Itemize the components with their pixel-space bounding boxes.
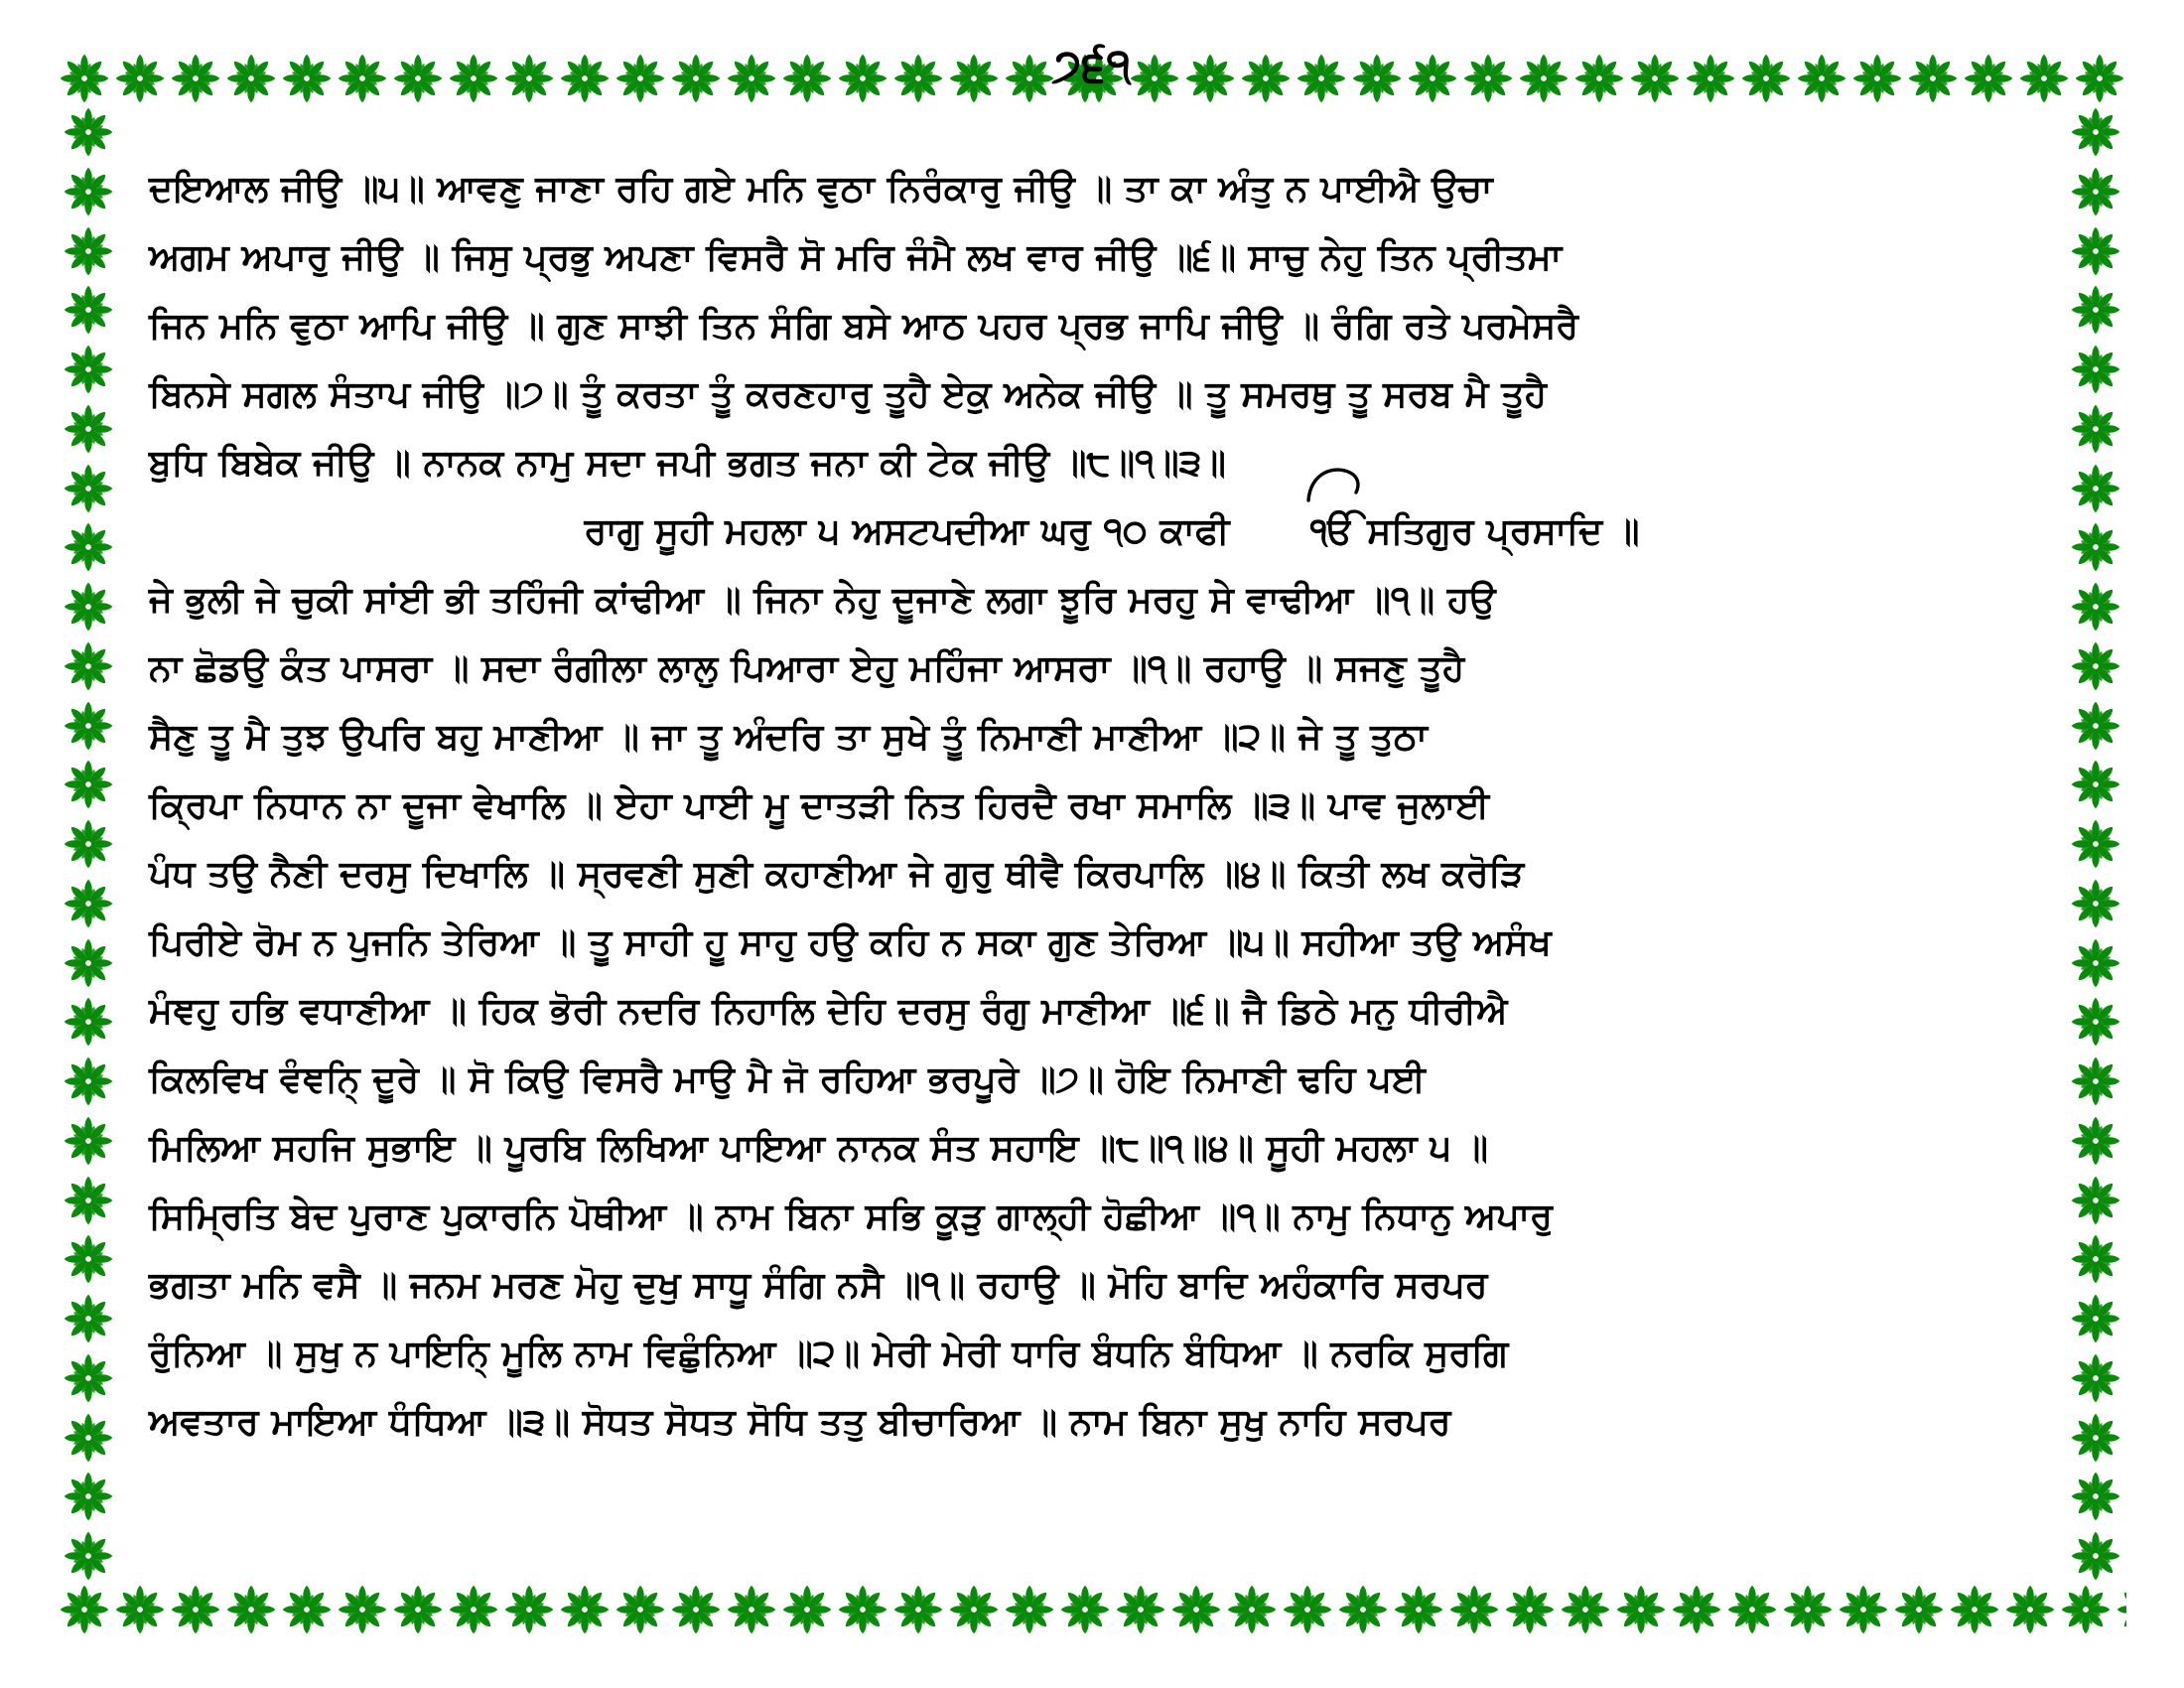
floral-motif-icon [336,1583,389,1636]
floral-motif-icon [2069,1292,2122,1345]
floral-motif-icon [62,1351,115,1405]
text-line [149,359,2035,428]
floral-motif-icon [2069,580,2122,633]
floral-motif-icon [836,1583,889,1636]
text-line-content: ਕਿਲਵਿਖ ਵੰਞਨਿ੍ ਦੂਰੇ ॥ ਸੋ ਕਿਉ ਵਿਸਰੈ ਮਾਉ ਮੈ ਜੋ ਰਹਿਆ ਭਰਪੂਰੇ ॥੭॥ ਹੋਇ ਨਿਮਾਣੀ ਢਹਿ ਪਈ [149,1057,1426,1100]
floral-motif-icon [62,580,115,633]
text-line [149,1250,2035,1319]
floral-motif-icon [58,1583,111,1636]
floral-motif-icon [62,283,115,337]
floral-motif-icon [2115,1583,2126,1636]
floral-motif-icon [1559,1583,1612,1636]
floral-motif-icon [780,1583,834,1636]
floral-motif-icon [2069,224,2122,278]
text-line [149,1387,2035,1456]
floral-motif-icon [62,995,115,1049]
text-line [149,976,2035,1045]
floral-motif-icon [2059,1583,2113,1636]
page-number: ੭੬੧ [1051,38,1133,91]
ek-onkar-mool-mantar [1310,496,1639,565]
text-line-content: ਨਾ ਛੋਡਉ ਕੰਤ ਪਾਸਰਾ ॥ ਸਦਾ ਰੰਗੀਲਾ ਲਾਲੁ ਪਿਆਰਾ ਏਹੁ ਮਹਿੰਜਾ ਆਸਰਾ ॥੧॥ ਰਹਾਉ ॥ ਸਜਣੁ ਤੂਹੈ [149,646,1465,689]
floral-motif-icon [1503,1583,1557,1636]
floral-motif-icon [1114,1583,1167,1636]
text-line-content: ਬਿਨਸੇ ਸਗਲ ਸੰਤਾਪ ਜੀਉ ॥੭॥ ਤੂੰ ਕਰਤਾ ਤੂੰ ਕਰਣਹਾਰੁ ਤੂਹੈ ਏਕੁ ਅਨੇਕ ਜੀਉ ॥ ਤੂ ਸਮਰਥੁ ਤੂ ਸਰਬ ਮੈ ਤੂਹੈ [149,372,1548,415]
floral-motif-icon [62,1114,115,1168]
floral-motif-icon [614,1583,667,1636]
border-col-left [58,105,119,1583]
floral-motif-icon [2069,1174,2122,1227]
floral-motif-icon [447,1583,500,1636]
floral-motif-icon [1837,1583,1890,1636]
text-line [149,908,2035,976]
floral-motif-icon [1892,1583,1946,1636]
text-line [149,1045,2035,1113]
text-line-content: ਭਗਤਾ ਮਨਿ ਵਸੈ ॥ ਜਨਮ ਮਰਣ ਮੋਹੁ ਦੁਖੁ ਸਾਧੂ ਸੰਗਿ ਨਸੈ ॥੧॥ ਰਹਾਉ ॥ ਮੋਹਿ ਬਾਦਿ ਅਹੰਕਾਰਿ ਸਰਪਰ [149,1263,1488,1306]
text-line [149,1113,2035,1182]
floral-motif-icon [113,1583,167,1636]
floral-motif-icon [947,1583,1001,1636]
floral-motif-icon [2069,817,2122,871]
text-line [149,1319,2035,1387]
text-line [149,222,2035,291]
floral-motif-icon [62,520,115,574]
floral-motif-icon [62,343,115,396]
text-line [149,771,2035,839]
floral-motif-icon [1447,1583,1501,1636]
floral-motif-icon [1225,1583,1279,1636]
text-line [149,839,2035,908]
floral-motif-icon [2069,283,2122,337]
floral-motif-icon [62,105,115,159]
floral-motif-icon [2069,343,2122,396]
text-line-content: ਰੁੰਨਿਆ ॥ ਸੁਖੁ ਨ ਪਾਇਨਿ੍ ਮੂਲਿ ਨਾਮ ਵਿਛੁੰਨਿਆ ॥੨॥ ਮੇਰੀ ਮੇਰੀ ਧਾਰਿ ਬੰਧਨਿ ਬੰਧਿਆ ॥ ਨਰਕਿ ਸੁਰਗਿ [149,1332,1509,1374]
text-line-content: ਅਵਤਾਰ ਮਾਇਆ ਧੰਧਿਆ ॥੩॥ ਸੋਧਤ ਸੋਧਤ ਸੋਧਿ ਤਤੁ ਬੀਚਾਰਿਆ ॥ ਨਾਮ ਬਿਨਾ ਸੁਖੁ ਨਾਹਿ ਸਰਪਰ [149,1400,1451,1443]
text-line-content: ਕ੍ਰਿਪਾ ਨਿਧਾਨ ਨਾ ਦੂਜਾ ਵੇਖਾਲਿ ॥ ਏਹਾ ਪਾਈ ਮੂ ਦਾਤੜੀ ਨਿਤ ਹਿਰਦੈ ਰਖਾ ਸਮਾਲਿ ॥੩॥ ਪਾਵ ਜੁਲਾਈ [149,783,1490,826]
floral-motif-icon [62,877,115,930]
floral-motif-icon [2069,1529,2122,1583]
floral-motif-icon [2069,520,2122,574]
floral-motif-icon [502,1583,556,1636]
floral-motif-icon [2003,1583,2057,1636]
floral-motif-icon [62,165,115,218]
floral-motif-icon [2069,1055,2122,1108]
floral-motif-icon [2069,402,2122,456]
text-line-content: ਸਿਮ੍ਰਿਤਿ ਬੇਦ ਪੁਰਾਣ ਪੁਕਾਰਨਿ ਪੋਥੀਆ ॥ ਨਾਮ ਬਿਨਾ ਸਭਿ ਕੂੜੁ ਗਾਲ੍ਹੀ ਹੋਛੀਆ ॥੧॥ ਨਾਮੁ ਨਿਧਾਨੁ ਅਪਾਰੁ [149,1195,1553,1237]
floral-motif-icon [1781,1583,1835,1636]
floral-motif-icon [891,1583,945,1636]
floral-motif-icon [558,1583,612,1636]
text-line-content: ਮਿਲਿਆ ਸਹਜਿ ਸੁਭਾਇ ॥ ਪੂਰਬਿ ਲਿਖਿਆ ਪਾਇਆ ਨਾਨਕ ਸੰਤ ਸਹਾਇ ॥੮॥੧॥੪॥ ਸੂਹੀ ਮਹਲਾ ੫ ॥ [149,1126,1488,1169]
floral-motif-icon [2069,1351,2122,1405]
text-line-content: ਜੇ ਭੁਲੀ ਜੇ ਚੁਕੀ ਸਾਂਈ ਭੀ ਤਹਿੰਜੀ ਕਾਂਢੀਆ ॥ ਜਿਨਾ ਨੇਹੁ ਦੂਜਾਣੇ ਲਗਾ ਝੂਰਿ ਮਰਹੁ ਸੇ ਵਾਢੀਆ ॥੧॥ ਹਉ [149,578,1496,621]
floral-motif-icon [2069,699,2122,753]
floral-motif-icon [62,1174,115,1227]
floral-motif-icon [669,1583,723,1636]
floral-motif-icon [1392,1583,1445,1636]
floral-motif-icon [224,1583,278,1636]
floral-motif-icon [1003,1583,1056,1636]
floral-motif-icon [2069,462,2122,515]
floral-motif-icon [62,224,115,278]
floral-motif-icon [1336,1583,1390,1636]
floral-motif-icon [1281,1583,1334,1636]
floral-motif-icon [62,1470,115,1523]
floral-motif-icon [1948,1583,2001,1636]
floral-motif-icon [2069,105,2122,159]
text-line [149,633,2035,702]
raag-heading-line [149,496,2035,565]
raag-heading-text: ਰਾਗੁ ਸੂਹੀ ਮਹਲਾ ੫ ਅਸਟਪਦੀਆ ਘਰੁ ੧੦ ਕਾਫੀ [584,509,1230,552]
floral-motif-icon [62,699,115,753]
text-line-content: ਦਇਆਲ ਜੀਉ ॥੫॥ ਆਵਣੁ ਜਾਣਾ ਰਹਿ ਗਏ ਮਨਿ ਵੁਠਾ ਨਿਰੰਕਾਰੁ ਜੀਉ ॥ ਤਾ ਕਾ ਅੰਤੁ ਨ ਪਾਈਐ ਉਚਾ [149,167,1493,210]
text-line-content: ਅਗਮ ਅਪਾਰੁ ਜੀਉ ॥ ਜਿਸੁ ਪ੍ਰਭੁ ਅਪਣਾ ਵਿਸਰੈ ਸੋ ਮਰਿ ਜੰਮੈ ਲਖ ਵਾਰ ਜੀਉ ॥੬॥ ਸਾਚੁ ਨੇਹੁ ਤਿਨ ਪ੍ਰੀਤਮਾ [149,235,1563,278]
floral-motif-icon [62,1292,115,1345]
floral-motif-icon [725,1583,778,1636]
floral-motif-icon [1614,1583,1668,1636]
floral-motif-icon [1169,1583,1223,1636]
floral-motif-icon [1058,1583,1112,1636]
floral-motif-icon [62,817,115,871]
floral-motif-icon [62,639,115,693]
floral-motif-icon [2069,1232,2122,1286]
floral-motif-icon [62,1411,115,1465]
floral-motif-icon [1725,1583,1779,1636]
floral-motif-icon [2069,1114,2122,1168]
floral-motif-icon [2069,165,2122,218]
text-line: ਬੁਧਿ ਬਿਬੇਕ ਜੀਉ ॥ ਨਾਨਕ ਨਾਮੁ ਸਦਾ ਜਪੀ ਭਗਤ ਜਨਾ ਕੀ ਟੇਕ ਜੀਉ ॥੮॥੧॥੩॥ [149,441,1226,484]
text-line [149,291,2035,359]
text-line [149,702,2035,771]
floral-motif-icon [169,1583,222,1636]
border-col-right [2065,105,2126,1583]
floral-motif-icon [2069,758,2122,811]
text-line-content: ਮੰਞਹੁ ਹਭਿ ਵਧਾਣੀਆ ॥ ਹਿਕ ਭੋਰੀ ਨਦਰਿ ਨਿਹਾਲਿ ਦੇਹਿ ਦਰਸੁ ਰੰਗੁ ਮਾਣੀਆ ॥੬॥ ਜੈ ਡਿਠੇ ਮਨੁ ਧੀਰੀਐ [149,989,1508,1032]
gurmukhi-text-body [149,154,2035,1529]
floral-motif-icon [1670,1583,1723,1636]
floral-motif-icon [2069,936,2122,990]
ek-onkar-text: ੴ ਸਤਿਗੁਰ ਪ੍ਰਸਾਦਿ ॥ [1309,509,1640,552]
floral-motif-icon [62,936,115,990]
text-line-content: ਪਿਰੀਏ ਰੋਮ ਨ ਪੁਜਨਿ ਤੇਰਿਆ ॥ ਤੂ ਸਾਹੀ ਹੂ ਸਾਹੁ ਹਉ ਕਹਿ ਨ ਸਕਾ ਗੁਣ ਤੇਰਿਆ ॥੫॥ ਸਹੀਆ ਤਉ ਅਸੰਖ [149,920,1552,963]
text-line-content: ਸੈਣੁ ਤੂ ਮੈ ਤੁਝ ਉਪਰਿ ਬਹੁ ਮਾਣੀਆ ॥ ਜਾ ਤੂ ਅੰਦਰਿ ਤਾ ਸੁਖੇ ਤੂੰ ਨਿਮਾਣੀ ਮਾਣੀਆ ॥੨॥ ਜੇ ਤੂ ਤੁਠਾ [149,715,1428,758]
floral-motif-icon [62,1529,115,1583]
floral-motif-icon [62,402,115,456]
text-line [149,565,2035,633]
text-line-content: ਜਿਨ ਮਨਿ ਵੁਠਾ ਆਪਿ ਜੀਉ ॥ ਗੁਣ ਸਾਝੀ ਤਿਨ ਸੰਗਿ ਬਸੇ ਆਠ ਪਹਰ ਪ੍ਰਭ ਜਾਪਿ ਜੀਉ ॥ ਰੰਗਿ ਰਤੇ ਪਰਮੇਸਰੈ [149,304,1578,347]
floral-motif-icon [62,758,115,811]
floral-motif-icon [391,1583,445,1636]
floral-motif-icon [2069,639,2122,693]
border-row-bottom [58,1579,2126,1640]
floral-motif-icon [62,1232,115,1286]
floral-motif-icon [62,462,115,515]
floral-motif-icon [2069,877,2122,930]
text-line [149,154,2035,222]
floral-motif-icon [2069,1411,2122,1465]
floral-motif-icon [62,1055,115,1108]
floral-motif-icon [2069,995,2122,1049]
text-line-content: ਪੰਧ ਤਉ ਨੈਣੀ ਦਰਸੁ ਦਿਖਾਲਿ ॥ ਸ੍ਰਵਣੀ ਸੁਣੀ ਕਹਾਣੀਆ ਜੇ ਗੁਰੁ ਥੀਵੈ ਕਿਰਪਾਲਿ ॥੪॥ ਕਿਤੀ ਲਖ ਕਰੋੜਿ [149,852,1525,895]
text-line [149,1182,2035,1250]
floral-motif-icon [280,1583,334,1636]
floral-motif-icon [2069,1470,2122,1523]
